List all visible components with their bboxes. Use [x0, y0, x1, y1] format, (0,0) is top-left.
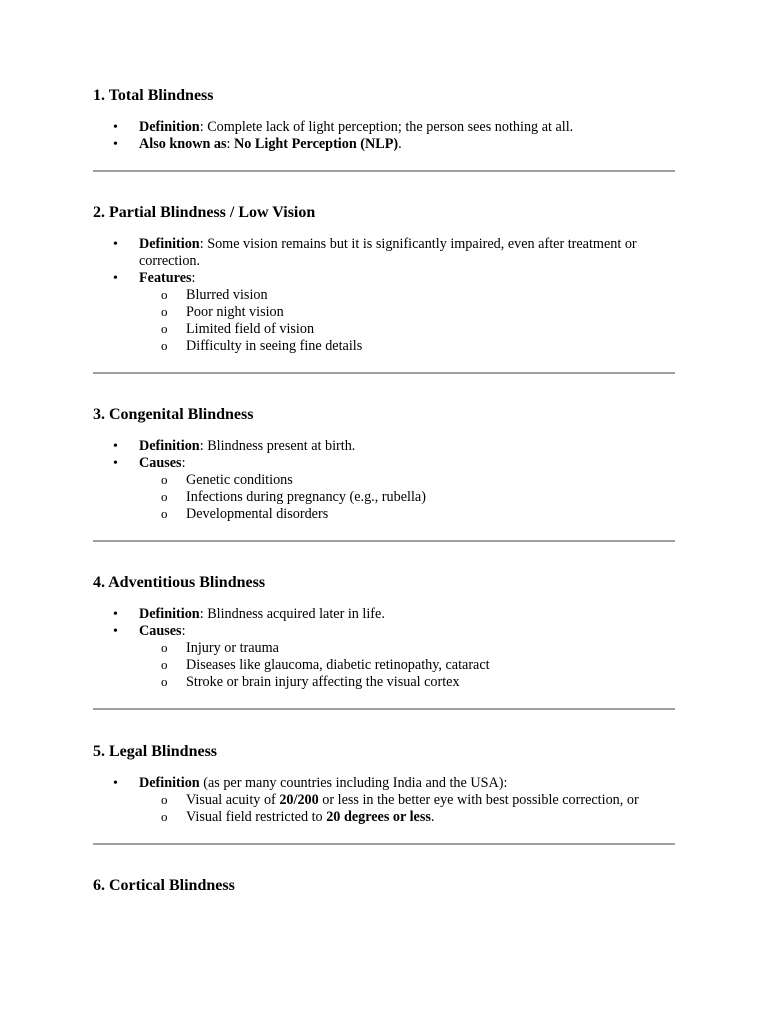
sub-item-text: Visual field restricted to	[186, 809, 327, 825]
sub-list-item: o Poor night vision	[139, 304, 675, 321]
section-divider	[93, 540, 675, 542]
section-total-blindness	[93, 86, 675, 153]
item-text: :	[181, 623, 186, 639]
sub-list-item: o Diseases like glaucoma, diabetic retinopathy, cataract	[139, 657, 675, 674]
section-cortical-blindness	[93, 876, 675, 896]
item-text: (as per many countries including India and the USA):	[199, 775, 508, 791]
sub-list	[139, 472, 675, 523]
sub-list-item: o Blurred vision	[139, 287, 675, 304]
list-item	[93, 236, 675, 270]
section-heading: 6. Cortical Blindness	[93, 877, 235, 894]
section-divider	[93, 708, 675, 710]
item-label: Causes	[139, 455, 182, 471]
item-text: : Blindness present at birth.	[199, 438, 356, 454]
item-bold-text: No Light Perception (NLP)	[234, 136, 399, 152]
bullet-list	[93, 236, 675, 355]
list-item	[93, 438, 675, 455]
sub-list-item: o Infections during pregnancy (e.g., rubella)	[139, 489, 675, 506]
sub-list-item: o Stroke or brain injury affecting the visual cortex	[139, 674, 675, 691]
sub-item-text: or less in the better eye with best possible correction, or	[318, 792, 639, 808]
section-heading: 4. Adventitious Blindness	[93, 574, 266, 591]
bullet-list	[93, 438, 675, 523]
item-label: Definition	[139, 119, 200, 135]
item-text: : Blindness acquired later in life.	[199, 606, 385, 622]
item-text: :	[226, 136, 235, 152]
section-heading: 3. Congenital Blindness	[93, 406, 254, 423]
section-congenital-blindness	[93, 405, 675, 523]
sub-item-bold-text: 20/200	[279, 792, 319, 808]
sub-list	[139, 792, 675, 826]
list-item	[93, 136, 675, 153]
section-partial-blindness	[93, 203, 675, 355]
item-label: Definition	[139, 438, 200, 454]
section-divider	[93, 170, 675, 172]
sub-list-item: o Injury or trauma	[139, 640, 675, 657]
section-divider	[93, 843, 675, 845]
sub-list	[139, 640, 675, 691]
list-item	[93, 623, 675, 691]
list-item	[93, 455, 675, 523]
item-text: :	[181, 455, 186, 471]
sub-list-item: o Genetic conditions	[139, 472, 675, 489]
item-text: :	[191, 270, 196, 286]
item-text: .	[398, 136, 402, 152]
section-heading: 1. Total Blindness	[93, 87, 214, 104]
bullet-list	[93, 606, 675, 691]
section-divider	[93, 372, 675, 374]
sub-item-text: .	[430, 809, 435, 825]
item-label: Definition	[139, 606, 200, 622]
sub-list-item: o Difficulty in seeing fine details	[139, 338, 675, 355]
list-item	[93, 606, 675, 623]
item-text: : Complete lack of light perception; the person sees nothing at all.	[199, 119, 574, 135]
bullet-list	[93, 119, 675, 153]
sub-list-item: o Developmental disorders	[139, 506, 675, 523]
list-item	[93, 270, 675, 355]
sub-list-item	[139, 809, 675, 826]
sub-item-bold-text: 20 degrees or less	[326, 809, 431, 825]
item-label: Also known as	[139, 136, 227, 152]
section-adventitious-blindness	[93, 573, 675, 691]
section-heading: 5. Legal Blindness	[93, 743, 218, 760]
sub-list-item	[139, 792, 675, 809]
item-label: Causes	[139, 623, 182, 639]
item-label: Features	[139, 270, 192, 286]
document-page	[93, 86, 675, 896]
list-item	[93, 775, 675, 826]
sub-list-item: o Limited field of vision	[139, 321, 675, 338]
section-heading: 2. Partial Blindness / Low Vision	[93, 204, 316, 221]
item-label: Definition	[139, 236, 200, 252]
sub-list	[139, 287, 675, 355]
sub-item-text: Visual acuity of	[186, 792, 280, 808]
item-text: : Some vision remains but it is significantly impaired, even after treatment or correction.	[139, 236, 637, 269]
section-legal-blindness	[93, 742, 675, 826]
list-item	[93, 119, 675, 136]
item-label: Definition	[139, 775, 200, 791]
bullet-list	[93, 775, 675, 826]
